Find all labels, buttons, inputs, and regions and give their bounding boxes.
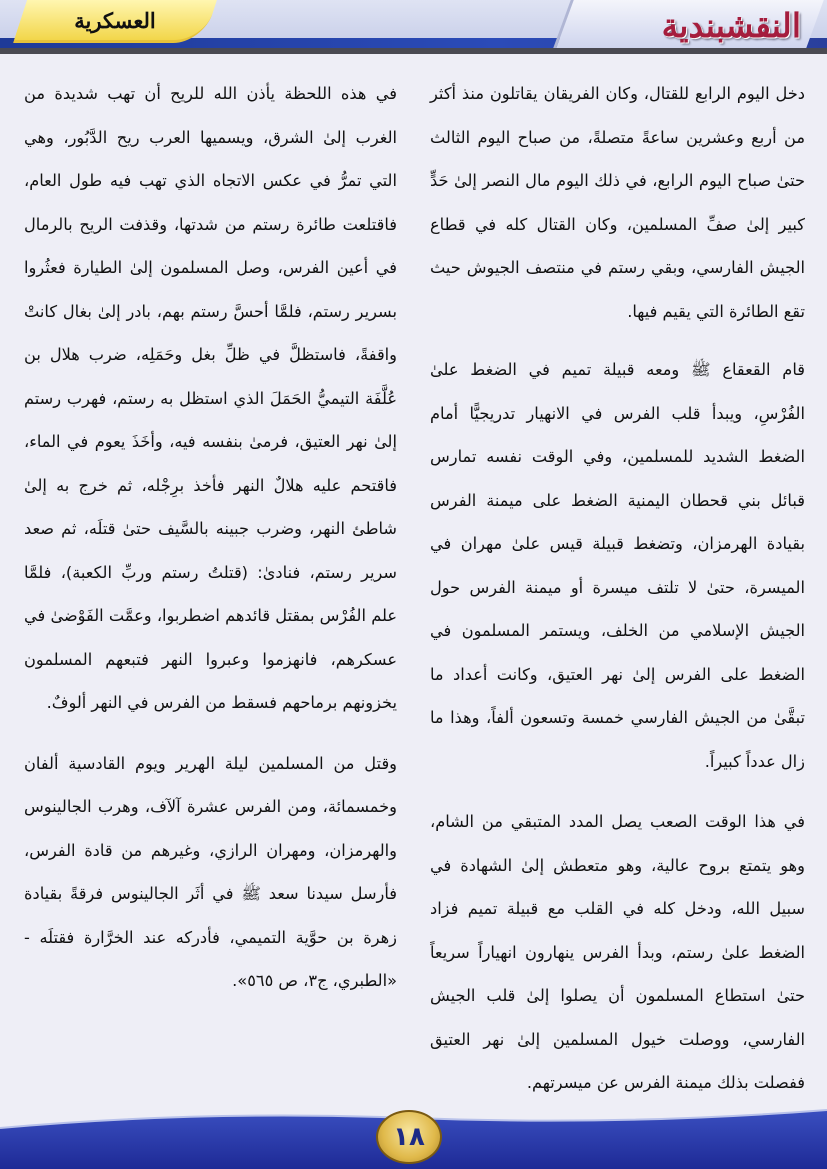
paragraph: وقتل من المسلمين ليلة الهرير ويوم القادسية ألفان وخمسمائة، ومن الفرس عشرة آلآف، وهرب الجالينوس والهرمزان، ومهران الرازي، وغيرهم من قادة الفرس، فأرسل سيدنا سعد ﷺ في أثَر الجالينوس فرقةً بقيادة زهرة بن حوَّية التميمي، فأدركه عند الخرَّارة فقتلَه - «الطبري، ج٣، ص ٥٦٥».: [24, 753, 397, 990]
paragraph: دخل اليوم الرابع للقتال، وكان الفريقان يقاتلون منذ أكثر من أربع وعشرين ساعةً متصلةً، من صباح اليوم الثالث حتىٰ صباح اليوم الرابع، في ذلك اليوم مال النصر إلىٰ حَدٍّ كبير إلىٰ صفِّ المسلمين، وكان القتال كله في قطاع الجيش الفارسي، وبقي رستم في منتصف الجيوش حيث تقع الطائرة التي يقيم فيها.: [430, 84, 805, 321]
page-header: [0, 0, 827, 62]
page-number: ١٨: [393, 1122, 425, 1152]
paragraph: في هذه اللحظة يأذن الله للريح أن تهب شديدة من الغرب إلىٰ الشرق، ويسميها العرب ريح الدَّبُور، وهي التي تمرُّ في عكس الاتجاه الذي تهب فيه طول العام، فاقتلعت طائرة رستم من شدتها، وقذفت الريح بالرمال في أعين الفرس، وصل المسلمون إلىٰ الطيارة فعثُروا بسرير رستم، فلمَّا أحسَّ رستم بهم، بادر إلىٰ بغال كانتْ واقفةً، فاستظلَّ في ظلِّ بغل وحَمَلِه، ضرب هلال بن عُلَّفَة التيميُّ الحَمَلَ الذي استظل به رستم، فهرب رستم إلىٰ نهر العتيق، فرمىٰ بنفسه فيه، وأخَذَ يعوم في الماء، فاقتحم عليه هلالٌ النهر فأخذ برِجْله، ثم خرج به إلىٰ شاطئ النهر، وضرب جبينه بالسَّيف حتىٰ قتلَه، ثم صعد سرير رستم، فنادىٰ: (قتلتُ رستم وربِّ الكعبة)، فلمَّا علم الفُرْس بمقتل قائدهم اضطربوا، وعمَّت الفَوْضىٰ في عسكرهم، فانهزموا وعبروا النهر فتبعهم المسلمون يخزونهم برماحهم فسقط من الفرس في النهر ألوفٌ.: [24, 84, 397, 712]
paragraph: في هذا الوقت الصعب يصل المدد المتبقي من الشام، وهو يتمتع بروح عالية، وهو متعطش إلىٰ الشهادة في سبيل الله، ودخل كله في القلب مع قبيلة تميم فزاد الضغط علىٰ رستم، وبدأ الفرس ينهارون انهياراً سريعاً حتىٰ استطاع المسلمون أن يصلوا إلىٰ قلب الجيش الفارسي، ووصلت خيول المسلمين إلىٰ نهر العتيق ففصلت بذلك ميمنة الفرس عن ميسرتهم.: [430, 812, 805, 1092]
article-column-right: [430, 72, 805, 1105]
magazine-title: النقشبندية: [661, 6, 801, 45]
section-title: العسكرية: [74, 8, 156, 33]
page-footer: [0, 1108, 827, 1169]
article-column-left: [24, 72, 397, 1003]
paragraph: قام القعقاع ﷺ ومعه قبيلة تميم في الضغط علىٰ الفُرْسِ، ويبدأ قلب الفرس في الانهيار تدريجيًّا أمام الضغط الشديد للمسلمين، وفي الوقت نفسه تمارس قبائل بني قحطان اليمنية الضغط على ميمنة الفرس بقيادة الهرمزان، وتضغط قبيلة قيس علىٰ مهران في الميسرة، حتىٰ لا تلتف ميسرة أو ميمنة الفرس حول الجيش الإسلامي من الخلف، ويستمر المسلمون في الضغط على الفرس إلىٰ نهر العتيق، وكانت أعداد ما تبقَّىٰ من الجيش الفارسي خمسة وتسعون ألفاً، وهذا ما زال عدداً كبيراً.: [430, 360, 805, 771]
header-dark-stripe: [0, 48, 827, 54]
